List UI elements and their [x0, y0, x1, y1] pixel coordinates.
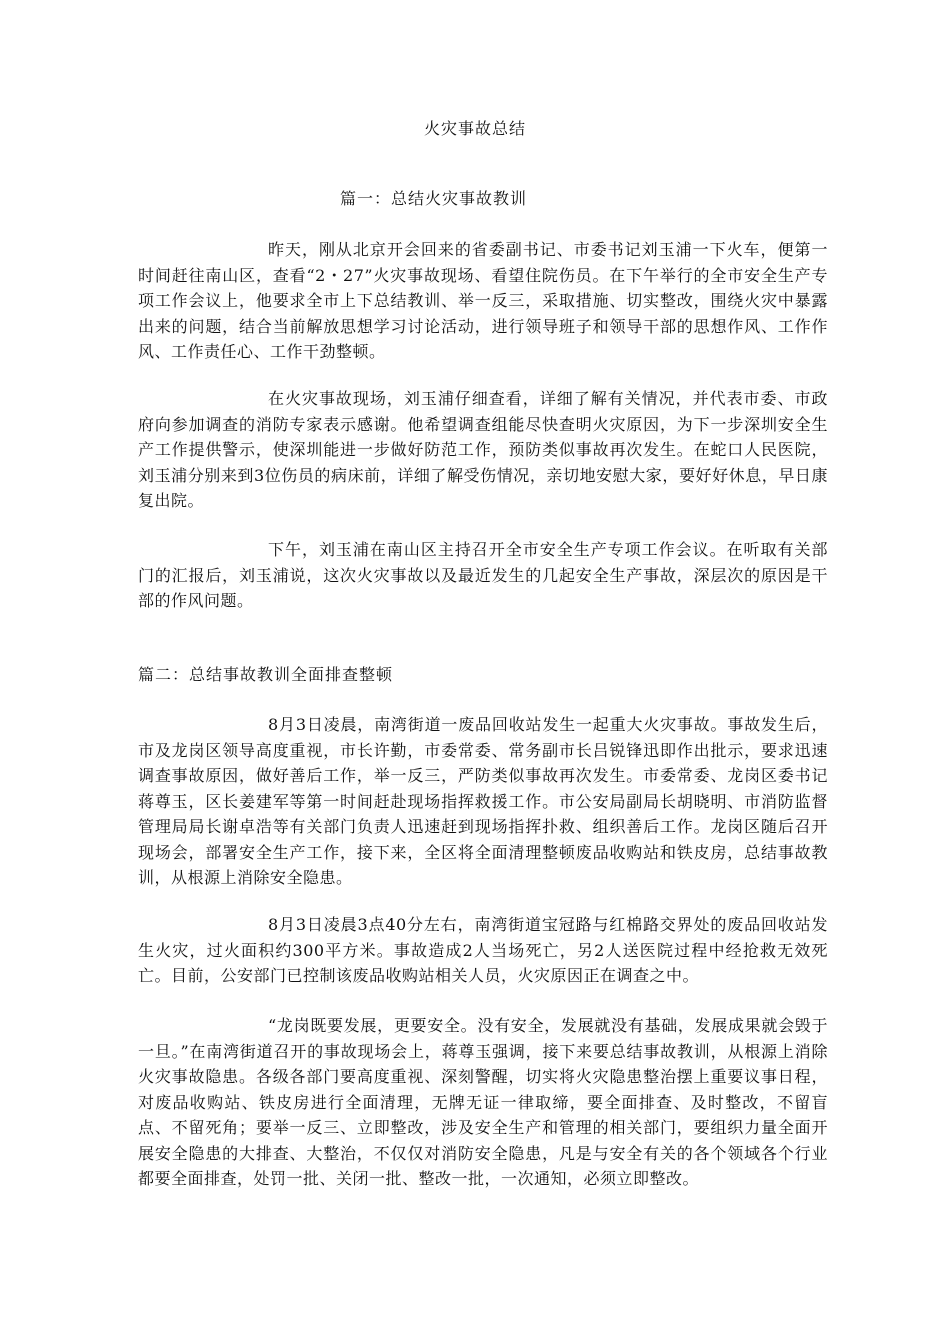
section-2-paragraph-2: 8月3日凌晨3点40分左右，南湾街道宝冠路与红棉路交界处的废品回收站发生火灾，过火面积约300平方米。事故造成2人当场死亡，另2人送医院过程中经抢救无效死亡。目前，公安部门已控制该废品收购站相关人员，火灾原因正在调查之中。 [138, 915, 828, 985]
section-2-paragraph-3: “龙岗既要发展，更要安全。没有安全，发展就没有基础，发展成果就会毁于一旦。”在南湾街道召开的事故现场会上，蒋尊玉强调，接下来要总结事故教训，从根源上消除火灾事故隐患。各级各部门要高度重视、深刻警醒，切实将火灾隐患整治摆上重要议事日程，对废品收购站、铁皮房进行全面清理，无牌无证一律取缔，要全面排查、及时整改，不留盲点、不留死角；要举一反三、立即整改，涉及安全生产和管理的相关部门，要组织力量全面开展安全隐患的大排查、大整治，不仅仅对消防安全隐患，凡是与安全有关的各个领域各个行业都要全面排查，处罚一批、关闭一批、整改一批，一次通知，必须立即整改。 [138, 1016, 828, 1188]
document-title: 火灾事故总结 [423, 119, 526, 138]
section-2-heading: 篇二：总结事故教训全面排查整顿 [138, 665, 394, 684]
section-1-paragraph-2: 在火灾事故现场，刘玉浦仔细查看，详细了解有关情况，并代表市委、市政府向参加调查的消防专家表示感谢。他希望调查组能尽快查明火灾原因，为下一步深圳安全生产工作提供警示，使深圳能进一步做好防范工作，预防类似事故再次发生。在蛇口人民医院，刘玉浦分别来到3位伤员的病床前，详细了解受伤情况，亲切地安慰大家，要好好休息，早日康复出院。 [138, 389, 828, 510]
section-1-paragraph-1: 昨天，刚从北京开会回来的省委副书记、市委书记刘玉浦一下火车，便第一时间赶往南山区，查看“2・27”火灾事故现场、看望住院伤员。在下午举行的全市安全生产专项工作会议上，他要求全市上下总结教训、举一反三，采取措施、切实整改，围绕火灾中暴露出来的问题，结合当前解放思想学习讨论活动，进行领导班子和领导干部的思想作风、工作作风、工作责任心、工作干劲整顿。 [138, 240, 828, 361]
section-1-heading: 篇一：总结火灾事故教训 [340, 189, 528, 208]
section-1-paragraph-3: 下午，刘玉浦在南山区主持召开全市安全生产专项工作会议。在听取有关部门的汇报后，刘玉浦说，这次火灾事故以及最近发生的几起安全生产事故，深层次的原因是干部的作风问题。 [138, 540, 828, 610]
section-2-paragraph-1: 8月3日凌晨，南湾街道一废品回收站发生一起重大火灾事故。事故发生后，市及龙岗区领导高度重视，市长许勤，市委常委、常务副市长吕锐锋迅即作出批示，要求迅速调查事故原因，做好善后工作，举一反三，严防类似事故再次发生。市委常委、龙岗区委书记蒋尊玉，区长姜建军等第一时间赶赴现场指挥救援工作。市公安局副局长胡晓明、市消防监督管理局局长谢卓浩等有关部门负责人迅速赶到现场指挥扑救、组织善后工作。龙岗区随后召开现场会，部署安全生产工作，接下来，全区将全面清理整顿废品收购站和铁皮房，总结事故教训，从根源上消除安全隐患。 [138, 715, 828, 887]
